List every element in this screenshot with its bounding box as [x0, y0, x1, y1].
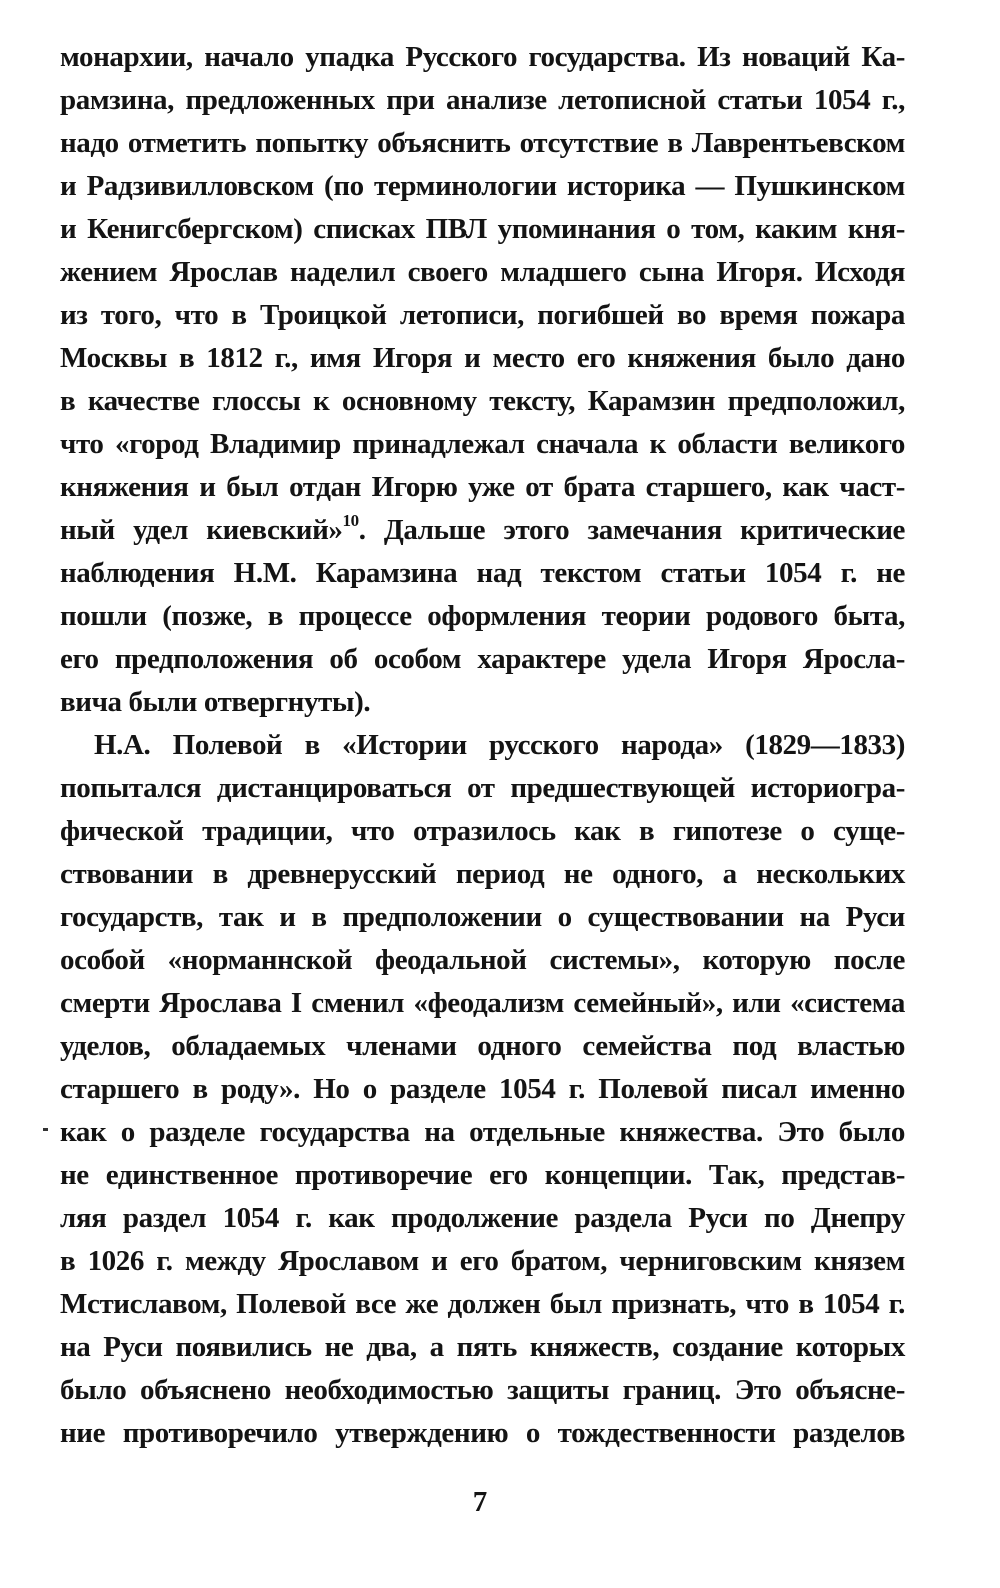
margin-mark	[43, 1128, 48, 1131]
quote-end: ный удел киевский»	[60, 514, 343, 546]
text-line: ствовании в древнерусский период не одного, а нескольких	[60, 858, 905, 890]
text-line: в 1026 г. между Ярославом и его братом, черниговским князем	[60, 1245, 905, 1277]
text-line: жением Ярослав наделил своего младшего сына Игоря. Исходя	[60, 256, 905, 288]
text-line: княжения и был отдан Игорю уже от брата старшего, как част-	[60, 471, 905, 503]
footnote-ref: 10	[342, 511, 359, 530]
text-line: в качестве глоссы к основному тексту, Карамзин предположил,	[60, 385, 905, 417]
text-line: фической традиции, что отразилось как в гипотезе о суще-	[60, 815, 905, 847]
text-line: государств, так и в предположении о существовании на Руси	[60, 901, 905, 933]
text-line: и Кенигсбергском) списках ПВЛ упоминания о том, каким кня-	[60, 213, 905, 245]
text-line: на Руси появились не два, а пять княжеств, создание которых	[60, 1331, 905, 1363]
text-line: смерти Ярослава I сменил «феодализм семейный», или «система	[60, 987, 905, 1019]
text-line: Мстиславом, Полевой все же должен был признать, что в 1054 г.	[60, 1288, 905, 1320]
text-line: монархии, начало упадка Русского государства. Из новаций Ка-	[60, 41, 905, 73]
text-line: Москвы в 1812 г., имя Игоря и место его княжения было дано	[60, 342, 905, 374]
text-line: как о разделе государства на отдельные княжества. Это было	[60, 1116, 905, 1148]
text-line: что «город Владимир принадлежал сначала к области великого	[60, 428, 905, 460]
text-line: вича были отвергнуты).	[60, 686, 371, 718]
text-line: ние противоречило утверждению о тождественности разделов	[60, 1417, 905, 1449]
text-line: было объяснено необходимостью защиты границ. Это объясне-	[60, 1374, 905, 1406]
text-line: и Радзивилловском (по терминологии историка — Пушкинском	[60, 170, 905, 202]
text-line: пошли (позже, в процессе оформления теории родового быта,	[60, 600, 905, 632]
text-line: уделов, обладаемых членами одного семейства под властью	[60, 1030, 905, 1062]
text-line: особой «норманнской феодальной системы», которую после	[60, 944, 905, 976]
text-line	[60, 509, 905, 552]
text-line: ляя раздел 1054 г. как продолжение раздела Руси по Днепру	[60, 1202, 905, 1234]
text-line: старшего в роду». Но о разделе 1054 г. Полевой писал именно	[60, 1073, 905, 1105]
text-line: его предположения об особом характере удела Игоря Яросла-	[60, 643, 905, 675]
line-tail: . Дальше этого замечания критические	[358, 514, 905, 546]
text-line: из того, что в Троицкой летописи, погибшей во время пожара	[60, 299, 905, 331]
page-number: 7	[472, 1486, 488, 1518]
text-line: Н.А. Полевой в «Истории русского народа» (1829—1833)	[94, 729, 905, 761]
text-line: рамзина, предложенных при анализе летописной статьи 1054 г.,	[60, 84, 905, 116]
text-line: наблюдения Н.М. Карамзина над текстом статьи 1054 г. не	[60, 557, 905, 589]
text-line: надо отметить попытку объяснить отсутствие в Лаврентьевском	[60, 127, 905, 159]
text-line: попытался дистанцироваться от предшествующей историогра-	[60, 772, 905, 804]
text-line: не единственное противоречие его концепции. Так, представ-	[60, 1159, 905, 1191]
